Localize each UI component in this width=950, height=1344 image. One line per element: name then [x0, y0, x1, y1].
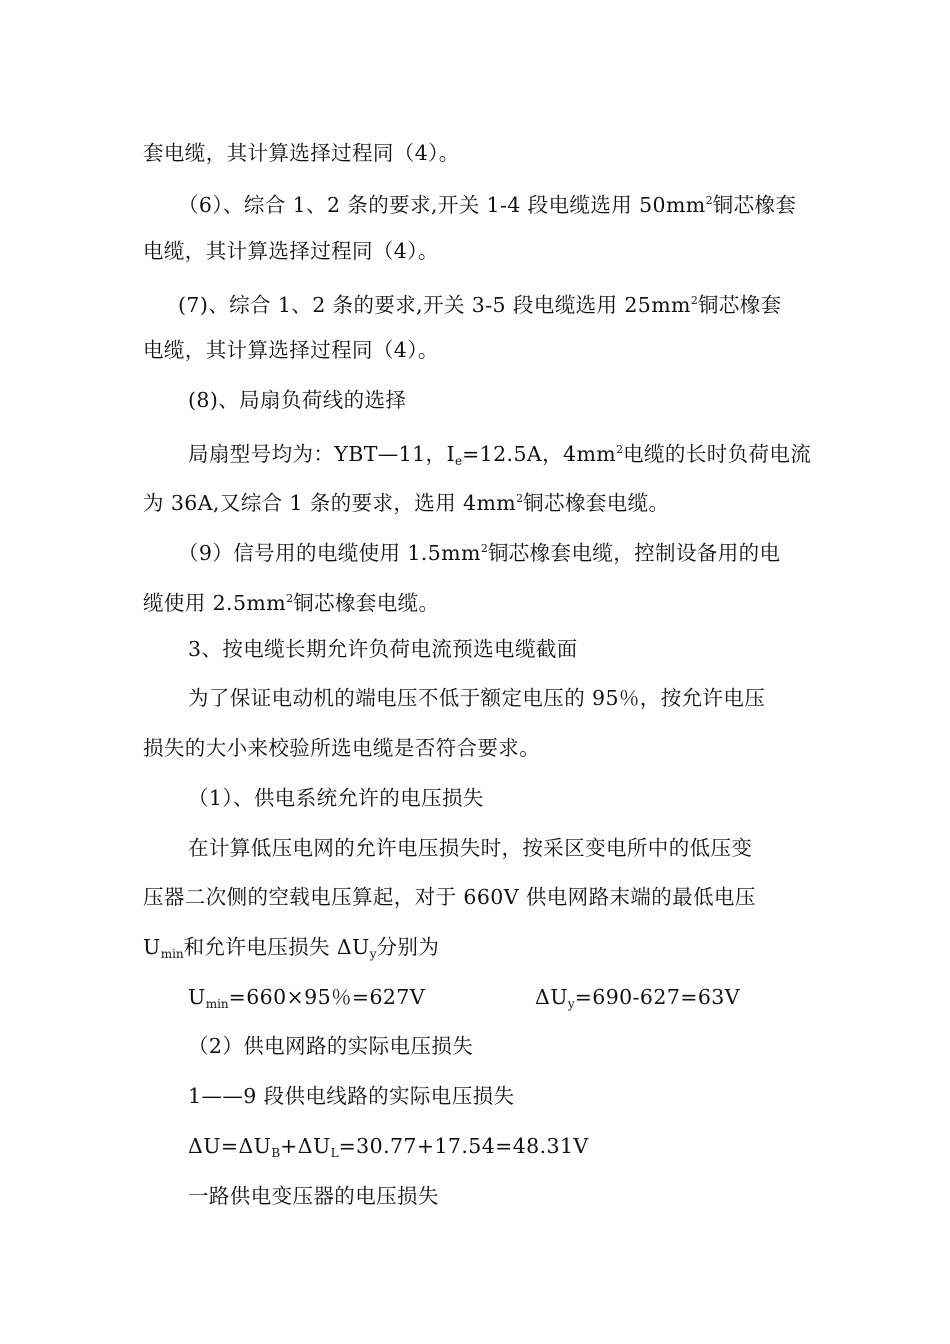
text-line: 为 36A,又综合 1 条的要求，选用 $4mm^2$铜芯橡套电缆。: [143, 491, 670, 515]
text-line: 电缆，其计算选择过程同（4）。: [143, 239, 439, 263]
text-line: 在计算低压电网的允许电压损失时，按采区变电所中的低压变: [188, 836, 753, 860]
section-heading: （1）、供电系统允许的电压损失: [188, 786, 484, 810]
text-line: （9）信号用的电缆使用 $1.5mm^2$铜芯橡套电缆，控制设备用的电: [178, 541, 781, 565]
text-line: （6）、综合 1、2 条的要求,开关 1-4 段电缆选用 $50mm^2$铜芯橡套: [178, 193, 797, 217]
formula-line: $\Delta U=\Delta U_B+\Delta U_L=30.77+17.54=48.31V$: [188, 1134, 589, 1160]
formula-line: $U_{min}=660\times 95$％=627V $\Delta U_y=690-627=63V$: [188, 985, 740, 1011]
text-line: 缆使用 $2.5mm^2$铜芯橡套电缆。: [143, 591, 440, 615]
text-line: 套电缆，其计算选择过程同（4）。: [143, 141, 460, 165]
section-heading: 3、按电缆长期允许负荷电流预选电缆截面: [188, 637, 578, 661]
text-line: $U_{min}$和允许电压损失 $\Delta U_y$分别为: [143, 935, 440, 961]
text-line: 一路供电变压器的电压损失: [188, 1184, 439, 1208]
text-line: 电缆，其计算选择过程同（4）。: [143, 338, 439, 362]
text-line: 损失的大小来校验所选电缆是否符合要求。: [143, 736, 541, 760]
text-line: 1——9 段供电线路的实际电压损失: [188, 1084, 515, 1108]
text-line: 局扇型号均为：YBT—11，$I_e=12.5A$，$4mm^2$电缆的长时负荷电流: [188, 442, 812, 468]
section-heading: （2）供电网路的实际电压损失: [188, 1034, 474, 1058]
section-heading: (8)、局扇负荷线的选择: [188, 388, 407, 412]
text-line: (7)、综合 1、2 条的要求,开关 3-5 段电缆选用 $25mm^2$铜芯橡套: [178, 293, 782, 317]
text-line: 压器二次侧的空载电压算起，对于 660V 供电网路末端的最低电压: [143, 885, 756, 909]
text-line: 为了保证电动机的端电压不低于额定电压的 95％，按允许电压: [188, 686, 766, 710]
